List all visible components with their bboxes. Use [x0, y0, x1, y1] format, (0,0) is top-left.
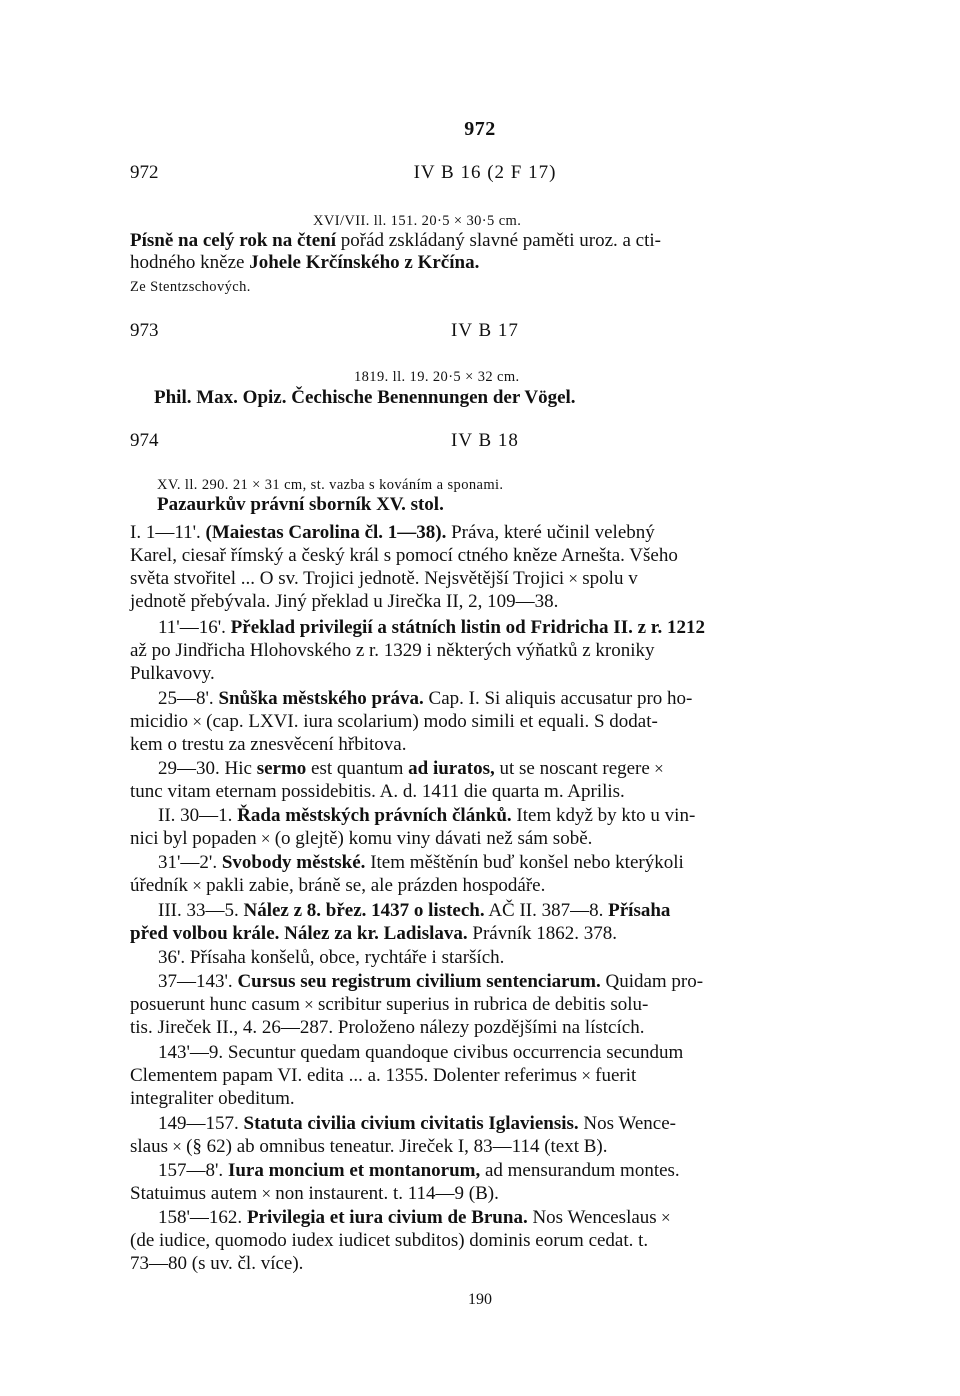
text-segment: Clementem papam VI. edita ... a. 1355. Dolenter referimus: [130, 1065, 578, 1086]
omission-cross-icon: ×: [299, 995, 318, 1014]
contents-line: [158, 1042, 864, 1064]
text-segment: jednotě přebývala. Jiný překlad u Jirečka II, 2, 109—38.: [130, 591, 559, 612]
text-segment: I. 1—11'.: [130, 522, 206, 543]
contents-line: [130, 734, 836, 756]
text-segment: Cap. I. Si aliquis accusatur pro ho-: [423, 688, 693, 709]
contents-line: [130, 875, 836, 897]
entry-title-line: [130, 252, 836, 274]
entry-title: Pazaurkův právní sborník XV. stol.: [157, 494, 444, 515]
contents-line: [158, 805, 864, 827]
omission-cross-icon: ×: [168, 1137, 187, 1156]
entry-signature: IV B 18: [451, 430, 519, 451]
contents-line: [130, 711, 836, 733]
entry-number: 974: [130, 430, 159, 451]
text-segment: Item měštěnín buď konšel nebo kterýkoli: [365, 852, 684, 873]
contents-line: [158, 758, 864, 780]
text-segment-bold: Svobody městské.: [221, 852, 366, 873]
text-segment: 143'—9. Secuntur quedam quandoque civibus occurrencia secundum: [158, 1042, 684, 1063]
entry-number: 972: [130, 162, 159, 183]
omission-cross-icon: ×: [257, 1184, 276, 1203]
contents-line: [130, 663, 836, 685]
contents-line: [158, 947, 864, 969]
text-segment: Nos Wenceslaus: [527, 1207, 657, 1228]
contents-line: [130, 1253, 836, 1275]
text-segment: posuerunt hunc casum: [130, 994, 300, 1015]
contents-line: [158, 900, 864, 922]
text-segment: 11'—16'.: [158, 617, 231, 638]
omission-cross-icon: ×: [564, 569, 583, 588]
page-header-number: 972: [464, 118, 496, 140]
text-segment: Item když by kto u vin-: [511, 805, 696, 826]
text-segment: 149—157.: [158, 1113, 244, 1134]
text-segment-bold: sermo: [256, 758, 307, 779]
text-segment: Právník 1862. 378.: [467, 923, 617, 944]
entry-heading: [130, 162, 840, 188]
text-segment: 73—80 (s uv. čl. více).: [130, 1253, 304, 1274]
omission-cross-icon: ×: [656, 1208, 671, 1227]
entry-number: 973: [130, 320, 159, 341]
contents-line: [130, 1065, 836, 1087]
entry-signature: IV B 16 (2 F 17): [413, 162, 557, 183]
contents-line: [130, 640, 836, 662]
text-segment: tunc vitam eternam possidebitis. A. d. 1411 die quarta m. Aprilis.: [130, 781, 625, 802]
entry-provenance: Ze Stentzschových.: [130, 279, 251, 295]
omission-cross-icon: ×: [577, 1066, 596, 1085]
entry-heading: [130, 320, 840, 346]
contents-line: [130, 1230, 836, 1252]
text-segment: ad mensurandum montes.: [480, 1160, 680, 1181]
contents-line: [158, 1113, 864, 1135]
text-segment: (de iudice, quomodo iudex iudicet subditos) dominis eorum cedat. t.: [130, 1230, 649, 1251]
text-segment-bold: před volbou krále. Nález za kr. Ladislava.: [130, 923, 468, 944]
entry-title-bold: Johele Krčínského z Krčína.: [244, 252, 480, 273]
text-segment-bold: Nález z 8. břez. 1437 o listech.: [243, 900, 485, 921]
contents-line: [158, 688, 864, 710]
contents-line: [130, 568, 836, 590]
text-segment: 36'. Přísaha konšelů, obce, rychtáře i starších.: [158, 947, 505, 968]
text-segment: 29—30. Hic: [158, 758, 257, 779]
text-segment: 157—8'.: [158, 1160, 228, 1181]
contents-line: [158, 1160, 864, 1182]
page-folio-number: 190: [468, 1291, 492, 1308]
text-segment-bold: Snůška městského práva.: [218, 688, 424, 709]
text-segment: ut se noscant regere: [494, 758, 650, 779]
omission-cross-icon: ×: [256, 829, 275, 848]
contents-line: [158, 852, 864, 874]
entry-title-line: [130, 230, 836, 252]
contents-line: [130, 545, 836, 567]
text-segment: (cap. LXVI. iura scolarium) modo simili et equali. S dodat-: [206, 711, 658, 732]
text-segment: integraliter obeditum.: [130, 1088, 295, 1109]
text-segment-bold: Iura moncium et montanorum,: [227, 1160, 481, 1181]
text-segment: 158'—162.: [158, 1207, 247, 1228]
text-segment: AČ II. 387—8.: [484, 900, 609, 921]
contents-line: [130, 923, 836, 945]
text-segment: scribitur superius in rubrica de debitis solu-: [318, 994, 649, 1015]
contents-line: [130, 828, 836, 850]
contents-line: [158, 1207, 864, 1229]
text-segment: est quantum: [306, 758, 409, 779]
contents-line: [130, 1136, 836, 1158]
contents-line: [130, 522, 836, 544]
text-segment: (o glejtě) komu viny dávati než sám sobě.: [274, 828, 593, 849]
text-segment: 31'—2'.: [158, 852, 222, 873]
text-segment-bold: (Maiestas Carolina čl. 1—38).: [205, 522, 447, 543]
entry-physical-description: XV. ll. 290. 21 × 31 cm, st. vazba s kováním a sponami.: [157, 477, 504, 493]
entry-title-text: pořád zskládaný slavné paměti uroz. a cti-: [336, 230, 662, 251]
text-segment-bold: Privilegia et iura civium de Bruna.: [246, 1207, 528, 1228]
entry-heading: [130, 430, 840, 456]
text-segment: pakli zabie, bráně se, ale prázden hospodáře.: [206, 875, 546, 896]
text-segment-bold: Přísaha: [608, 900, 671, 921]
omission-cross-icon: ×: [188, 876, 207, 895]
text-segment: Práva, které učinil velebný: [446, 522, 655, 543]
entry-title-text: hodného kněze: [130, 252, 245, 273]
text-segment: Statuimus autem: [130, 1183, 258, 1204]
text-segment: světa stvořitel ... O sv. Trojici jednotě. Nejsvětější Trojici: [130, 568, 565, 589]
text-segment: úředník: [130, 875, 189, 896]
text-segment: kem o trestu za znesvěcení hřbitova.: [130, 734, 407, 755]
text-segment: 37—143'.: [158, 971, 238, 992]
text-segment: fuerit: [595, 1065, 637, 1086]
contents-line: [130, 1183, 836, 1205]
entry-signature: IV B 17: [451, 320, 519, 341]
contents-line: [130, 781, 836, 803]
text-segment: micidio: [130, 711, 189, 732]
entry-physical-description: XVI/VII. ll. 151. 20·5 × 30·5 cm.: [313, 213, 522, 229]
entry-title: Phil. Max. Opiz. Čechische Benennungen der Vögel.: [154, 387, 576, 408]
contents-line: [130, 994, 836, 1016]
text-segment: Nos Wence-: [578, 1113, 676, 1134]
text-segment: Pulkavovy.: [130, 663, 215, 684]
text-segment: Quidam pro-: [600, 971, 704, 992]
text-segment: tis. Jireček II., 4. 26—287. Proloženo nálezy pozdějšími na lístcích.: [130, 1017, 645, 1038]
text-segment: Karel, ciesař římský a český král s pomocí ctného kněze Arnešta. Všeho: [130, 545, 678, 566]
text-segment-bold: ad iuratos,: [408, 758, 495, 779]
omission-cross-icon: ×: [649, 759, 664, 778]
omission-cross-icon: ×: [188, 712, 207, 731]
text-segment-bold: Řada městských právních článků.: [237, 805, 512, 826]
text-segment: (§ 62) ab omnibus teneatur. Jireček I, 83—114 (text B).: [186, 1136, 608, 1157]
text-segment-bold: Překlad privilegií a státních listin od Fridricha II. z r. 1212: [230, 617, 705, 638]
text-segment: až po Jindřicha Hlohovského z r. 1329 i některých výňatků z kroniky: [130, 640, 655, 661]
contents-line: [130, 591, 836, 613]
text-segment: 25—8'.: [158, 688, 219, 709]
text-segment-bold: Cursus seu registrum civilium sentenciarum.: [237, 971, 601, 992]
text-segment: nici byl popaden: [130, 828, 257, 849]
contents-line: [130, 1017, 836, 1039]
text-segment: non instaurent. t. 114—9 (B).: [275, 1183, 499, 1204]
contents-line: [158, 617, 864, 639]
text-segment: II. 30—1.: [158, 805, 238, 826]
text-segment: slaus: [130, 1136, 168, 1157]
text-segment: III. 33—5.: [158, 900, 244, 921]
entry-title-bold: Písně na celý rok na čtení: [130, 230, 337, 251]
text-segment: spolu v: [582, 568, 638, 589]
entry-physical-description: 1819. ll. 19. 20·5 × 32 cm.: [354, 369, 520, 385]
contents-line: [130, 1088, 836, 1110]
contents-line: [158, 971, 864, 993]
text-segment-bold: Statuta civilia civium civitatis Iglaviensis.: [243, 1113, 579, 1134]
